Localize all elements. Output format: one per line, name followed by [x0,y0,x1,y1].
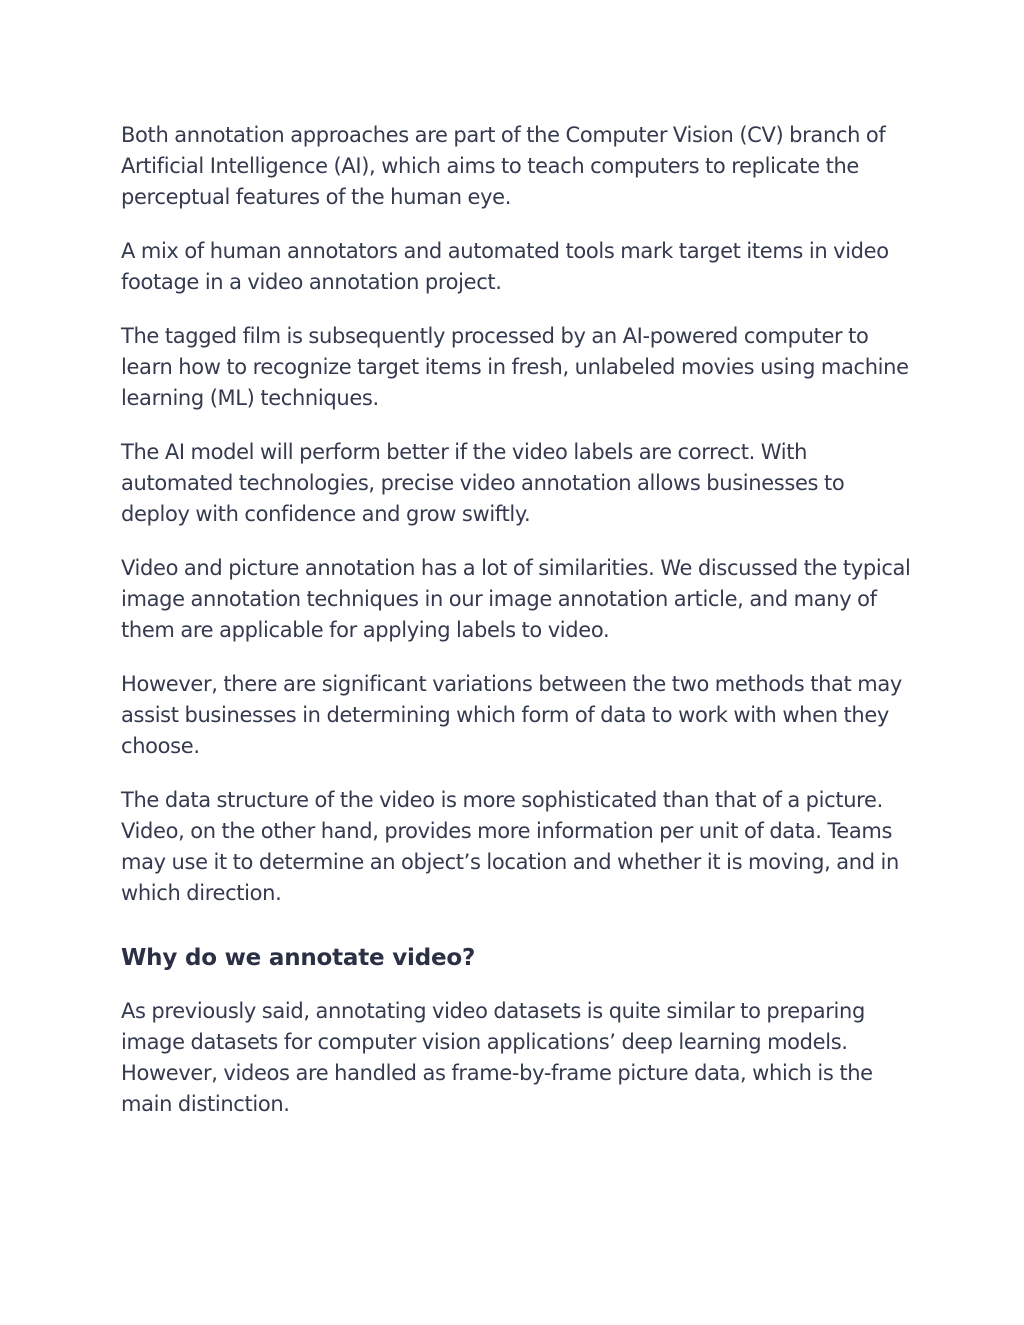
document-page [121,120,911,1143]
paragraph-cv-branch: Both annotation approaches are part of the Computer Vision (CV) branch of Artificial Intelligence (AI), which aims to teach computers to replicate the perceptual features of the human eye. [121,123,886,209]
paragraph-data-structure: The data structure of the video is more sophisticated than that of a picture. Video, on the other hand, provides more information per unit of data. Teams may use it to determine an object’s location and whether it is moving, and in which direction. [121,788,899,905]
paragraph-previously-said: As previously said, annotating video datasets is quite similar to preparing image datasets for computer vision applications’ deep learning models. However, videos are handled as frame-by-frame picture data, which is the main distinction. [121,999,873,1116]
paragraph-tagged-film: The tagged film is subsequently processed by an AI-powered computer to learn how to recognize target items in fresh, unlabeled movies using machine learning (ML) techniques. [121,324,909,410]
section-heading: Why do we annotate video? [121,945,476,971]
paragraph-annotators-mix: A mix of human annotators and automated tools mark target items in video footage in a video annotation project. [121,239,889,294]
paragraph-video-picture-similarities: Video and picture annotation has a lot of similarities. We discussed the typical image annotation techniques in our image annotation article, and many of them are applicable for applying labels to video. [121,556,911,642]
paragraph-significant-variations: However, there are significant variations between the two methods that may assist businesses in determining which form of data to work with when they choose. [121,672,902,758]
paragraph-ai-model-labels: The AI model will perform better if the video labels are correct. With automated technologies, precise video annotation allows businesses to deploy with confidence and grow swiftly. [121,440,845,526]
